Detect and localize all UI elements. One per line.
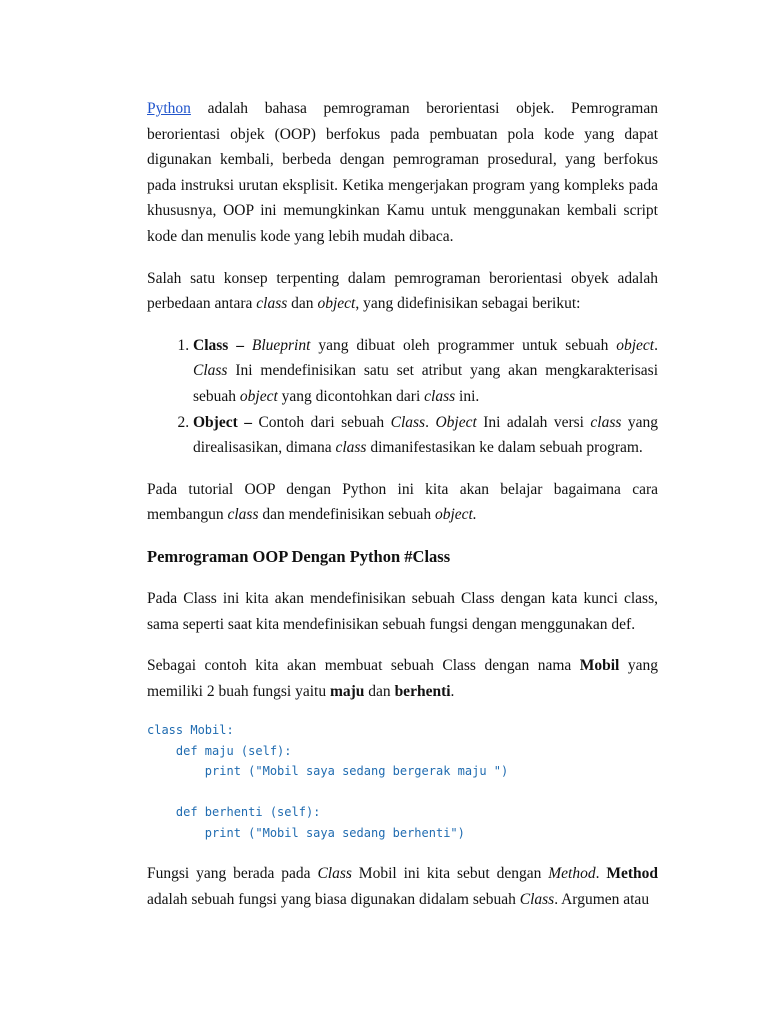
section-heading: Pemrograman OOP Dengan Python #Class (147, 546, 451, 566)
italic: Blueprint (243, 336, 311, 354)
italic-class: class (256, 295, 288, 313)
text: yang dibuat oleh programmer untuk sebuah (310, 336, 617, 354)
paragraph-mobil-example (147, 653, 658, 704)
text: . (450, 682, 455, 700)
code-line: def maju (self): (147, 743, 292, 758)
definition-list (147, 333, 658, 461)
python-intro-text: adalah bahasa pemrograman berorientasi objek. Pemrograman berorientasi objek (OOP) berfokus pada pembuatan pola kode yang dapat digunakan kembali, berbeda dengan pemrograman prosedural, yang berfokus pada instruksi urutan eksplisit. Ketika mengerjakan program yang kompleks pada khususnya, OOP ini memungkinkan Kamu untuk menggunakan kembali script kode dan menulis kode yang lebih mudah dibaca. (147, 100, 658, 245)
text: , yang didefinisikan sebagai berikut: (355, 295, 581, 313)
text: Mobil ini kita sebut dengan (351, 865, 549, 883)
paragraph-python-intro (147, 96, 658, 250)
text: . (654, 336, 658, 354)
text: Ini adalah versi (476, 413, 591, 431)
italic: Object (435, 413, 477, 431)
code-line: class Mobil: (147, 723, 234, 738)
italic: object (239, 387, 278, 405)
text: Fungsi yang berada pada (147, 865, 318, 883)
italic: Class (193, 362, 228, 380)
term-object: Object – (193, 413, 252, 431)
italic-object: object (317, 295, 356, 313)
text: . Argumen atau (554, 890, 650, 908)
italic: object (616, 336, 655, 354)
bold-berhenti: berhenti (394, 682, 451, 700)
text: dan (287, 295, 318, 313)
text: yang direalisasikan, dimana (193, 413, 658, 457)
text: adalah sebuah fungsi yang biasa digunakan didalam sebuah (147, 890, 520, 908)
code-line (147, 782, 658, 803)
italic: class (227, 506, 259, 524)
bold-mobil: Mobil (579, 657, 620, 675)
text: Sebagai contoh kita akan membuat sebuah Class dengan nama (147, 657, 580, 675)
text: yang dicontohkan dari (277, 387, 425, 405)
code-line: print ("Mobil saya sedang berhenti") (147, 825, 465, 840)
italic: Class (390, 413, 426, 431)
text: Salah satu konsep terpenting dalam pemrograman berorientasi obyek adalah perbedaan antara (147, 269, 658, 313)
text: . (595, 865, 607, 883)
bold-maju: maju (329, 682, 365, 700)
text: Ini mendefinisikan satu set atribut yang akan mengkarakterisasi sebuah (193, 362, 658, 405)
text: dan mendefinisikan sebuah (258, 506, 435, 524)
italic: object. (434, 506, 477, 524)
italic: Class (519, 890, 555, 908)
python-link[interactable]: Python (147, 100, 191, 117)
paragraph-class-intro: Pada Class ini kita akan mendefinisikan sebuah Class dengan kata kunci class, sama seperti saat kita mendefinisikan sebuah fungsi dengan menggunakan def. (147, 589, 658, 633)
italic: Class (317, 865, 352, 883)
list-item-object (193, 410, 658, 461)
italic: Method (548, 865, 596, 883)
italic: class (335, 439, 367, 457)
paragraph-concept (147, 266, 658, 317)
code-line: print ("Mobil saya sedang bergerak maju ") (147, 764, 509, 779)
italic: class (424, 387, 456, 405)
italic: class (590, 413, 622, 431)
term-class: Class – (193, 336, 244, 354)
paragraph-method (147, 861, 658, 912)
text: ini. (455, 387, 480, 405)
text: . (425, 413, 436, 431)
bold-method: Method (606, 865, 659, 883)
list-item-class (193, 333, 658, 410)
paragraph-tutorial (147, 477, 658, 528)
text: Pada tutorial OOP dengan Python ini kita akan belajar bagaimana cara membangun (147, 480, 658, 524)
text: Contoh dari sebuah (251, 413, 391, 431)
text: yang memiliki 2 buah fungsi yaitu (147, 657, 658, 700)
code-block (147, 720, 658, 843)
code-line: def berhenti (self): (147, 805, 321, 820)
text: dan (364, 682, 395, 700)
text: dimanifestasikan ke dalam sebuah program. (366, 439, 643, 457)
